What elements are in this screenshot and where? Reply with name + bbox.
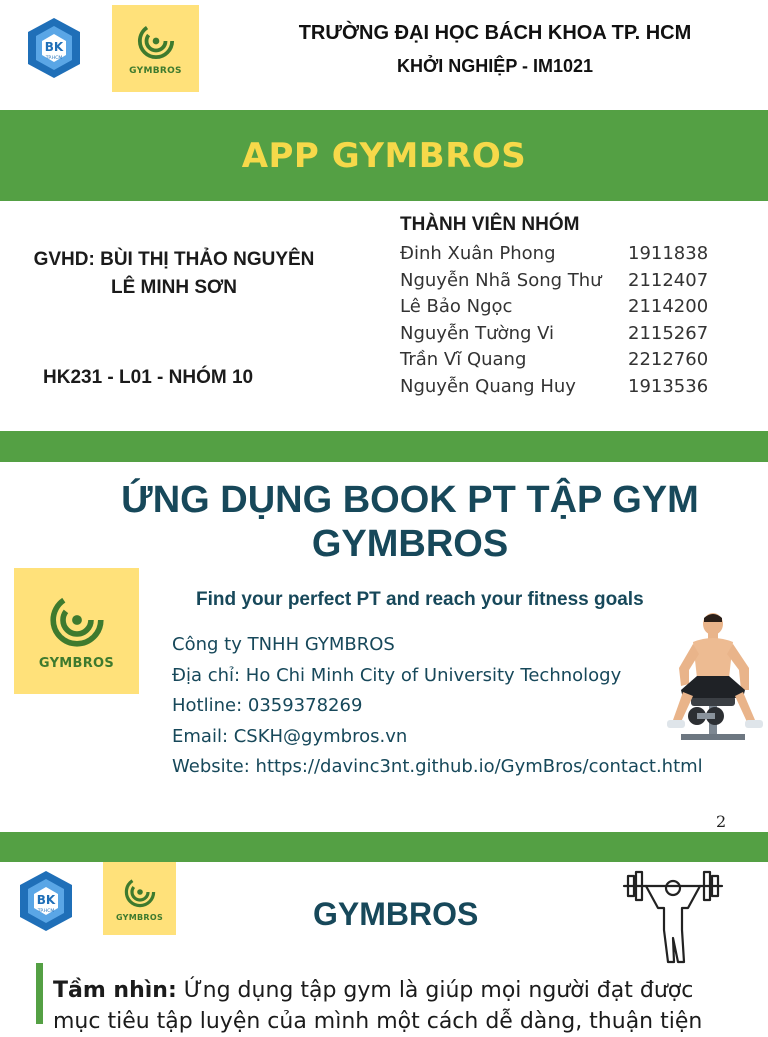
gymbros-logo-text: GYMBROS: [38, 655, 115, 671]
slide2-title-line-2: GYMBROS: [311, 523, 509, 565]
svg-text:TP.HCM: TP.HCM: [45, 56, 63, 61]
bk-university-logo: [14, 869, 78, 933]
hotline[interactable]: Hotline: 0359378269: [172, 695, 363, 716]
advisor-line-1: GVHD: BÙI THỊ THẢO NGUYÊN: [33, 249, 315, 270]
member-row: Nguyễn Tường Vi 2115267: [400, 322, 709, 344]
vision-text-line-2: mục tiêu tập luyện của mình một cách dễ dàng, thuận tiện: [53, 1009, 703, 1034]
svg-text:TP.HCM: TP.HCM: [37, 909, 55, 914]
weightlifter-icon: [620, 868, 726, 966]
dumbbell-athlete-illustration: [663, 612, 768, 752]
svg-text:BK: BK: [44, 40, 64, 54]
page-number: 2: [716, 812, 727, 831]
divider-band: [0, 832, 768, 862]
contact-info: [172, 630, 703, 783]
member-row: Lê Bảo Ngọc 2114200: [400, 296, 709, 318]
advisor-block: [0, 246, 348, 302]
bk-university-logo: [22, 16, 86, 80]
vision-text: Ứng dụng tập gym là giúp mọi người đạt được: [176, 978, 694, 1003]
member-row: Đinh Xuân Phong 1911838: [400, 243, 709, 264]
slide3-title: GYMBROS: [313, 896, 479, 932]
divider-band: [0, 431, 768, 462]
gymbros-logo: [103, 862, 176, 935]
gymbros-logo-text: GYMBROS: [129, 65, 182, 76]
gymbros-logo: [14, 568, 139, 694]
title-band: [0, 110, 768, 201]
vision-paragraph: [53, 975, 733, 1037]
svg-text:BK: BK: [36, 893, 56, 907]
gymbros-logo-text: GYMBROS: [115, 912, 164, 922]
member-row: Trần Vĩ Quang 2212760: [400, 349, 709, 371]
swirl-icon: [49, 592, 105, 648]
vision-accent-bar: [36, 963, 43, 1024]
vision-label: Tầm nhìn:: [53, 978, 177, 1003]
class-info: HK231 - L01 - NHÓM 10: [43, 367, 254, 388]
advisor-line-2: LÊ MINH SƠN: [111, 277, 237, 298]
university-name: TRƯỜNG ĐẠI HỌC BÁCH KHOA TP. HCM: [298, 22, 692, 44]
slide2-title: [60, 478, 760, 566]
tagline: Find your perfect PT and reach your fitness goals: [196, 589, 644, 610]
slide2-title-line-1: ỨNG DỤNG BOOK PT TẬP GYM: [121, 479, 699, 521]
member-row: Nguyễn Quang Huy 1913536: [400, 375, 709, 397]
email[interactable]: Email: CSKH@gymbros.vn: [172, 725, 408, 747]
members-list: [400, 241, 708, 401]
swirl-icon: [137, 22, 175, 60]
website-link[interactable]: Website: https://davinc3nt.github.io/GymBros/contact.html: [172, 756, 703, 777]
address: Địa chỉ: Ho Chi Minh City of University Technology: [172, 664, 622, 686]
course-name: KHỞI NGHIỆP - IM1021: [396, 56, 594, 76]
member-row: Nguyễn Nhã Song Thư 2112407: [400, 269, 709, 291]
swirl-icon: [124, 876, 156, 908]
members-title: THÀNH VIÊN NHÓM: [400, 214, 580, 235]
app-title: APP GYMBROS: [241, 135, 527, 176]
company-name: Công ty TNHH GYMBROS: [172, 634, 395, 655]
gymbros-logo: [112, 5, 199, 92]
